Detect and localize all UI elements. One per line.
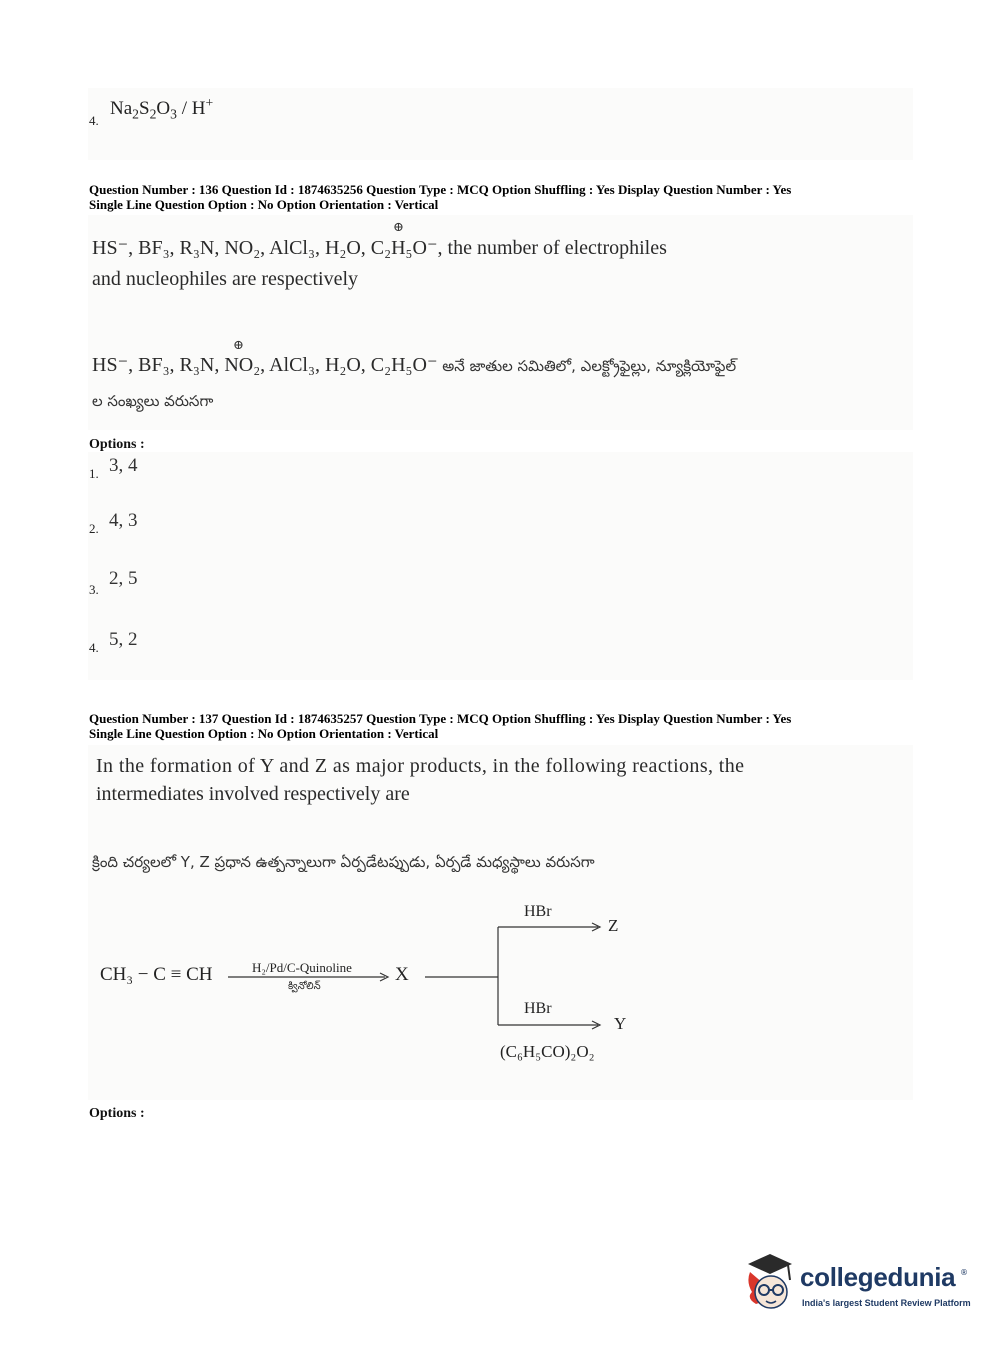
brand-tagline: India's largest Student Review Platform bbox=[802, 1298, 971, 1308]
q136-options-scan bbox=[88, 452, 913, 680]
collegedunia-logo bbox=[740, 1250, 970, 1320]
q136-question-en bbox=[92, 233, 907, 295]
product-y: Y bbox=[614, 1014, 627, 1033]
reactant: CH₃ − C ≡ CH bbox=[100, 964, 213, 985]
option-text: 4, 3 bbox=[109, 510, 138, 531]
reagent-top: H₂/Pd/C-Quinoline bbox=[252, 960, 352, 975]
q136-question-te-line1: అనే జాతుల సమితిలో, ఎలక్ట్రోఫైల్లు, న్యూక్లియోఫైల్ bbox=[437, 357, 737, 375]
q136-oplus-te: ⊕ bbox=[233, 337, 244, 352]
mascot-icon bbox=[740, 1250, 800, 1314]
upper-reagent: HBr bbox=[524, 903, 552, 920]
option-number: 3. bbox=[89, 582, 99, 597]
q136-options-label: Options : bbox=[89, 437, 145, 452]
lower-reagent: HBr bbox=[524, 1000, 552, 1017]
reagent-bottom: క్వినోలిన్ bbox=[288, 981, 321, 992]
option-text: 3, 4 bbox=[109, 455, 138, 476]
option-number: 2. bbox=[89, 521, 99, 536]
option-text: 2, 5 bbox=[109, 568, 138, 589]
q137-question-te: క్రింది చర్యలలో Y, Z ప్రధాన ఉత్పన్నాలుగా ఏర్పడేటప్పుడు, ఏర్పడే మధ్యస్థాలు వరుసగా bbox=[92, 853, 595, 871]
q137-meta-line1: Question Number : 137 Question Id : 1874635257 Question Type : MCQ Option Shuffling : Yes Display Question Number : Yes bbox=[89, 711, 792, 726]
q136-question-en-line2: and nucleophiles are respectively bbox=[92, 268, 358, 290]
option-number: 4. bbox=[89, 640, 99, 655]
q136-species-en: HS⁻, BF₃, R₃N, NO₂, AlCl₃, H₂O, C₂H₅O⁻ bbox=[92, 237, 438, 259]
brand-registered: ® bbox=[960, 1268, 968, 1277]
q136-meta-line1: Question Number : 136 Question Id : 1874635256 Question Type : MCQ Option Shuffling : Yes Display Question Number : Yes bbox=[89, 182, 792, 197]
q136-meta-line2: Single Line Question Option : No Option Orientation : Vertical bbox=[89, 197, 439, 212]
q137-question-en-line1: In the formation of Y and Z as major products, in the following reactions, the bbox=[96, 755, 745, 777]
prev-option-number: 4. bbox=[89, 113, 99, 128]
brand-name: collegedunia bbox=[800, 1262, 956, 1292]
option-text: 5, 2 bbox=[109, 629, 138, 650]
lower-condition: (C₆H₅CO)₂O₂ bbox=[500, 1042, 595, 1061]
q137-question-en-line2: intermediates involved respectively are bbox=[96, 783, 410, 805]
option-number: 1. bbox=[89, 466, 99, 481]
q136-species-te: HS⁻, BF₃, R₃N, NO₂, AlCl₃, H₂O, C₂H₅O⁻ bbox=[92, 354, 438, 376]
prev-option-formula: $Na_2S_2O_3 / H^+$ bbox=[110, 95, 214, 122]
product-z: Z bbox=[608, 916, 619, 935]
q137-meta-line2: Single Line Question Option : No Option Orientation : Vertical bbox=[89, 726, 439, 741]
intermediate-x: X bbox=[395, 964, 409, 985]
q136-question-en-line1: , the number of electrophiles bbox=[437, 237, 667, 259]
q136-question-te bbox=[92, 346, 907, 416]
q137-options-label: Options : bbox=[89, 1106, 145, 1121]
q137-question-en bbox=[96, 752, 911, 808]
q136-question-te-line2: ల సంఖ్యలు వరుసగా bbox=[92, 392, 214, 410]
q136-oplus-en: ⊕ bbox=[393, 219, 404, 234]
